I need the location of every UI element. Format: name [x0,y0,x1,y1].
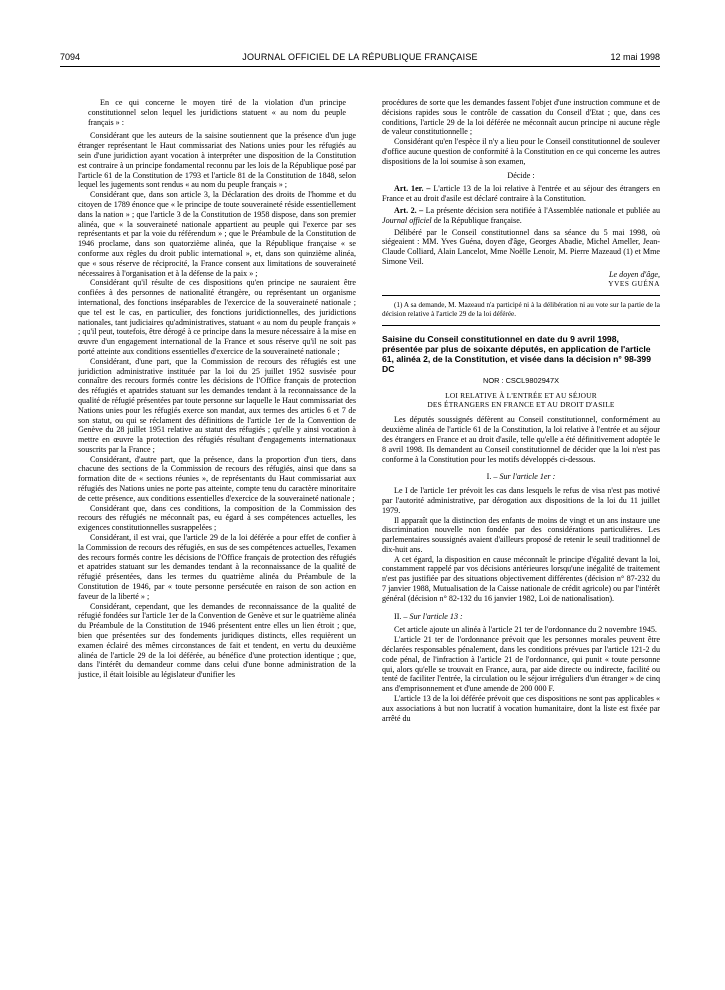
paragraph: procédures de sorte que les demandes fassent l'objet d'une instruction commune et de décisions rapides sous le contrôle de cassation du Conseil d'Etat ; que, dans ces conditions, l'article 29 de la loi déférée ne méconnaît aucun principe ni aucune règle de valeur constitutionnelle ; [382,98,660,137]
article-2 [382,206,660,226]
right-column [382,98,660,980]
article-text: L'article 13 de la loi relative à l'entrée et au séjour des étrangers en France et au droit d'asile est déclaré contraire à la Constitution. [382,184,660,204]
footnote: (1) A sa demande, M. Mazeaud n'a participé ni à la délibération ni au vote sur la partie de la décision relative à l'article 29 de la loi déférée. [382,301,660,318]
paragraph: Il apparaît que la distinction des enfants de moins de vingt et un ans instaure une discrimination nouvelle non fondée par des considérations particulières. Les parlementaires soussignés avaient d'ailleurs proposé de retenir le seuil traditionnel de dix-huit ans. [382,515,660,554]
paragraph: Considérant que les auteurs de la saisine soutiennent que la présence d'un juge étranger représentant le Haut commissariat des Nations unies pour les réfugiés au sein d'une juridiction ayant vocation à interpréter une disposition de la Constitution est contraire à un principe fondamental reconnu par les lois de la République posé par l'article 61 de la Constitution de 1793 et l'article 81 de la Constitution de 1848, selon lequel les jugements sont rendus « au nom du peuple français » ; [78,131,356,190]
section-title: Sur l'article 1er : [499,472,556,482]
saisine-title: Saisine du Conseil constitutionnel en date du 9 avril 1998, présentée par plus de soixante députés, en application de l'article 61, alinéa 2, de la Constitution, et visée dans la décision n° 98-399 DC [382,333,651,374]
decide-heading: Décide : [507,170,535,180]
separator-rule [382,325,660,326]
paragraph: Considérant qu'il résulte de ces dispositions qu'en principe ne sauraient être confiées à des personnes de nationalité étrangère, ou représentant un organisme international, des fonctions inséparables de l'exercice de la souveraineté nationale ; que tel est le cas, en particulier, des fonctions juridictionnelles, des juridictions nationales, tant judiciaires qu'administratives, statuant « au nom du peuple français » ; qu'il peut, toutefois, être dérogé à ce principe dans la mesure nécessaire à la mise en œuvre d'un engagement international de la France et sous réserve qu'il ne soit pas porté atteinte aux conditions essentielles d'exercice de la souveraineté nationale ; [78,278,356,356]
paragraph: Considérant que, dans son article 3, la Déclaration des droits de l'homme et du citoyen de 1789 énonce que « le principe de toute souveraineté réside essentiellement dans la nation » ; que l'article 3 de la Constitution de 1958 dispose, dans son premier alinéa, que « la souveraineté nationale appartient au peuple qui l'exerce par ses représentants et par la voie du référendum » ; que le Préambule de la Constitution de 1946 proclame, dans son quatorzième alinéa, que la République française « se conforme aux règles du droit public international », et, dans son quinzième alinéa, que « sous réserve de réciprocité, la France consent aux limitations de souveraineté nécessaires à l'organisation et à la défense de la paix » ; [78,190,356,278]
journal-title: JOURNAL OFFICIEL DE LA RÉPUBLIQUE FRANÇAISE [242,52,478,62]
nor-reference: NOR : CSCL9802947X [483,375,559,385]
paragraph: Considérant qu'en l'espèce il n'y a lieu pour le Conseil constitutionnel de soulever d'office aucune question de conformité à la Constitution en ce qui concerne les autres dispositions de la loi soumise à son examen, [382,137,660,166]
law-title-line: DES ÉTRANGERS EN FRANCE ET AU DROIT D'ASILE [427,400,615,410]
article-label: Art. 2. – [394,205,424,215]
paragraph: A cet égard, la disposition en cause méconnaît le principe d'égalité devant la loi, constamment rappelé par vos décisions antérieures lorsqu'une inégalité de traitement n'est pas justifiée par des situations objectivement différentes (décision n° 87-232 du 7 janvier 1988, Mutualisation de la Caisse nationale de crédit agricole) ou par l'intérêt général (décision n° 82-132 du 16 janvier 1982, Loi de nationalisation). [382,554,660,603]
paragraph: Considérant, il est vrai, que l'article 29 de la loi déférée a pour effet de confier à la Commission de recours des réfugiés, en sus de ses compétences actuelles, l'examen des recours formés contre les décisions de l'Office français de protection des réfugiés et apatrides statuant sur les demandes tendant à la reconnaissance de la qualité de réfugié présentées, dans les termes du quatrième alinéa du Préambule de la Constitution de 1946, par « toute personne persécutée en raison de son action en faveur de la liberté » ; [78,533,356,601]
left-column [78,98,356,980]
section-number: II. – [394,611,408,621]
paragraph: Le I de l'article 1er prévoit les cas dans lesquels le refus de visa n'est pas motivé par l'autorité administrative, par dérogation aux dispositions de la loi du 11 juillet 1979. [382,486,660,515]
section-heading [382,612,660,622]
separator-rule [382,295,660,296]
signature-title: Le doyen d'âge, [609,269,660,279]
section-number: I. – [486,472,498,482]
issue-date: 12 mai 1998 [610,52,660,62]
paragraph: Les députés soussignés défèrent au Conseil constitutionnel, conformément au deuxième alinéa de l'article 61 de la Constitution, la loi relative à l'entrée et au séjour des étrangers en France et au droit d'asile, telle qu'elle a été définitivement adoptée le 8 avril 1998. Ils demandent au Conseil constitutionnel de décider que la loi n'est pas conforme à la Constitution pour les motifs développés ci-dessous. [382,415,660,464]
journal-name: Journal officiel [382,215,432,225]
article-label: Art. 1er. – [394,184,431,194]
section-heading [382,472,660,482]
law-title [382,391,660,409]
paragraph: L'article 21 ter de l'ordonnance prévoit que les personnes morales peuvent être déclarées responsables pénalement, dans les conditions prévues par l'article 121-2 du code pénal, de l'infraction à l'article 21 de l'ordonnance, qui punit « toute personne qui, alors qu'elle se trouvait en France, aura, par aide directe ou indirecte, facilité ou tenté de faciliter l'entrée, la circulation ou le séjour irréguliers d'un étranger » de cinq ans d'emprisonnement et d'une amende de 200 000 F. [382,635,660,694]
header-rule [60,66,660,67]
section-title: Sur l'article 13 : [409,611,463,621]
article-text: de la République française. [433,215,522,225]
paragraph: Considérant que, dans ces conditions, la composition de la Commission des recours des réfugiés ne méconnaît pas, eu égard à ses compétences actuelles, les exigences constitutionnelles susrappelées ; [78,503,356,533]
law-title-line: LOI RELATIVE À L'ENTRÉE ET AU SÉJOUR [445,391,597,401]
page-number: 7094 [60,52,81,62]
page-header [60,52,660,66]
signature-name: YVES GUÉNA [608,279,660,288]
article-1 [382,184,660,204]
paragraph: Considérant, cependant, que les demandes de reconnaissance de la qualité de réfugié fondées sur l'article 1er de la Convention de Genève et sur le quatrième alinéa du Préambule de la Constitution de 1946 présentent entre elles un lien étroit ; que, bien que présentées sur des fondements juridiques distincts, elles requièrent un examen éclairé des mêmes circonstances de fait et tendent, en vertu du deuxième alinéa de l'article 29 de la loi déférée, au bénéfice d'une protection identique ; que, dans l'intérêt du demandeur comme dans celui d'une bonne administration de la justice, il était loisible au législateur d'unifier les [78,601,356,680]
article-text: La présente décision sera notifiée à l'Assemblée nationale et publiée au [425,205,660,215]
paragraph: Considérant, d'une part, que la Commission de recours des réfugiés est une juridiction administrative instituée par la loi du 25 juillet 1952 susvisée pour connaître des recours formés contre les décisions de l'Office français de protection des réfugiés et apatrides statuant sur les demandes tendant à la reconnaissance de la qualité de réfugié présentées par toute personne sur laquelle le Haut commissariat des Nations unies pour les réfugiés exerce son mandat, aux termes des articles 6 et 7 de son statut, ou qui se réclament des définitions de l'article 1er de la Convention de Genève du 28 juillet 1951 relative au statut des réfugiés ; qu'elle y ainsi vocation à mettre en œuvre la protection des réfugiés résultant d'engagements internationaux souscrits par la France ; [78,356,356,454]
paragraph: Considérant, d'autre part, que la présence, dans la proportion d'un tiers, dans chacune des sections de la Commission de recours des réfugiés, ainsi que dans sa formation dite de « sections réunies », de représentants du Haut commissariat aux réfugiés des Nations unies ne porte pas atteinte, compte tenu du caractère minoritaire de cette présence, aux conditions essentielles d'exercice de la souveraineté nationale ; [78,454,356,503]
paragraph: En ce qui concerne le moyen tiré de la violation d'un principe constitutionnel selon lequel les juridictions statuent « au nom du peuple français » : [88,98,346,127]
paragraph: L'article 13 de la loi déférée prévoit que ces dispositions ne sont pas applicables « aux associations à but non lucratif à vocation humanitaire, dont la liste est fixée par arrêté du [382,694,660,723]
paragraph: Cet article ajoute un alinéa à l'article 21 ter de l'ordonnance du 2 novembre 1945. [394,625,657,635]
deliberation-paragraph: Délibéré par le Conseil constitutionnel dans sa séance du 5 mai 1998, où siégeaient : MM. Yves Guéna, doyen d'âge, Georges Abadie, Michel Ameller, Jean-Claude Colliard, Alain Lancelot, Mme Noëlle Lenoir, M. Pierre Mazeaud (1) et Mme Simone Veil. [382,227,660,266]
